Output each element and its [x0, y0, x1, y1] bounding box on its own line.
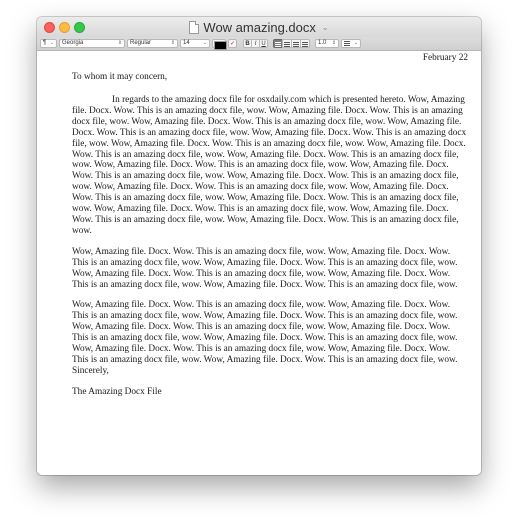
stepper-icon: ⇕ [170, 40, 175, 46]
line-spacing-select[interactable] [315, 39, 339, 48]
font-family-value: Georgia [62, 40, 84, 46]
font-style-select[interactable] [127, 39, 178, 48]
alignment-group [273, 39, 310, 48]
paragraph-icon: ¶ [43, 40, 47, 46]
font-family-select[interactable] [59, 39, 125, 48]
chevron-down-icon: ⌄ [202, 40, 207, 46]
letter-greeting: To whom it may concern, [72, 72, 168, 82]
document-window [37, 17, 481, 475]
text-style-group [243, 39, 268, 48]
window-controls [44, 22, 85, 33]
stepper-icon: ⇕ [117, 40, 122, 46]
font-style-value: Regular [130, 40, 152, 46]
text-color-well[interactable] [212, 39, 226, 48]
letter-closing: Sincerely, [72, 365, 109, 376]
chevron-down-icon: ⌄ [49, 40, 54, 46]
window-title[interactable] [189, 20, 328, 35]
underline-button[interactable]: U [259, 39, 268, 48]
format-toolbar [37, 37, 481, 51]
italic-button[interactable]: I [251, 39, 260, 48]
letter-body [72, 95, 468, 408]
chevron-down-icon[interactable]: ⌄ [321, 22, 329, 32]
letter-date: February 22 [422, 53, 468, 63]
list-style-menu[interactable] [341, 39, 361, 48]
body-paragraph: Wow, Amazing file. Docx. Wow. This is an amazing docx file, wow. Wow, Amazing file. Docx. Wow. This is an amazing docx file, wow. Wow, Amazing file. Docx. Wow. This is an amazing docx file, wow. Wow, Amazing file. Docx. Wow. This is an amazing docx file, wow. Wow, Amazing file. Docx. Wow. This is an amazing docx file, wow. Wow, Amazing file. Docx. Wow. This is an amazing docx file, wow. [72, 246, 458, 290]
document-icon [189, 21, 199, 34]
align-justify-icon [302, 42, 308, 47]
body-paragraph: In regards to the amazing docx file for osxdaily.com which is presented hereto. Wow, Amazing file. Docx. Wow. This is an amazing docx file, wow. Wow, Amazing file. Docx. Wow. This is an amazing docx file, wow. Wow, Amazing file. Docx. Wow. This is an amazing docx file, wow. Wow, Amazing file. Docx. Wow. This is an amazing docx file, wow. Wow, Amazing file. Docx. Wow. This is an amazing docx file, wow. Wow, Amazing file. Docx. Wow. This is an amazing docx file, wow. Wow, Amazing file. Docx. Wow. This is an amazing docx file, wow. Wow, Amazing file. Docx. Wow. This is an amazing docx file, wow. Wow, Amazing file. Docx. Wow. This is an amazing docx file, wow. Wow, Amazing file. Docx. Wow. This is an amazing docx file, wow. Wow, Amazing file. Docx. Wow. This is an amazing docx file, wow. Wow, Amazing file. Docx. Wow. This is an amazing docx file, wow. Wow, Amazing file. Docx. Wow. This is an amazing docx file, wow. Wow, Amazing file. Docx. Wow. This is an amazing docx file, wow. Wow, Amazing file. Docx. Wow. This is an amazing docx file, wow. Wow, Amazing file. Docx. Wow. This is an amazing docx file, wow. Wow, Amazing file. Docx. Wow. This is an amazing docx file, wow. [72, 95, 467, 236]
window-title-text: Wow amazing.docx [203, 19, 316, 35]
minimize-window-button[interactable] [59, 22, 70, 33]
align-left-icon [275, 42, 281, 47]
line-spacing-value: 1.0 [318, 40, 327, 46]
zoom-window-button[interactable] [74, 22, 85, 33]
document-page[interactable] [37, 51, 481, 475]
chevron-down-icon: ⌄ [353, 40, 359, 46]
font-size-select[interactable] [180, 39, 210, 48]
align-center-icon [284, 42, 290, 47]
highlighter-icon: ✓ [230, 41, 236, 47]
body-paragraph: Wow, Amazing file. Docx. Wow. This is an amazing docx file, wow. Wow, Amazing file. Docx. Wow. This is an amazing docx file, wow. Wow, Amazing file. Docx. Wow. This is an amazing docx file, wow. [72, 344, 458, 365]
list-icon [344, 41, 350, 46]
highlight-color-button[interactable] [228, 39, 237, 48]
align-right-icon [293, 42, 299, 47]
letter-signature: The Amazing Docx File [72, 386, 162, 397]
align-justify-button[interactable] [300, 39, 310, 48]
body-paragraph: Wow, Amazing file. Docx. Wow. This is an amazing docx file, wow. Wow, Amazing file. Docx. Wow. This is an amazing docx file, wow. Wow, Amazing file. Docx. Wow. This is an amazing docx file, wow. Wow, Amazing file. Docx. Wow. This is an amazing docx file, wow. Wow, Amazing file. Docx. Wow. This is an amazing docx file, wow. Wow, Amazing file. Docx. Wow. This is an amazing docx file, wow. [72, 300, 458, 344]
paragraph-style-menu[interactable] [40, 39, 57, 48]
font-size-value: 14 [183, 40, 190, 46]
bold-button[interactable]: B [243, 39, 252, 48]
close-window-button[interactable] [44, 22, 55, 33]
title-bar[interactable] [37, 17, 481, 37]
stepper-icon: ⇕ [331, 40, 337, 46]
text-color-swatch [214, 41, 227, 50]
